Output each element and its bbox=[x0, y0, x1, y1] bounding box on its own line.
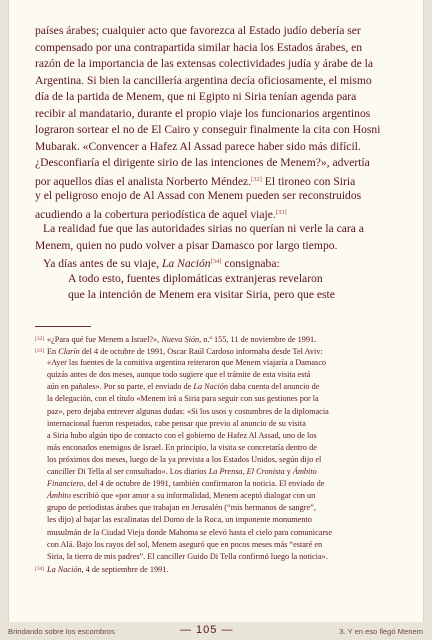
text-line bbox=[35, 205, 407, 222]
footnotes bbox=[35, 333, 407, 575]
publication-name: La Nación bbox=[47, 564, 82, 574]
publication-name: Clarín bbox=[58, 347, 80, 357]
note-line bbox=[35, 466, 407, 478]
footnote-34 bbox=[35, 563, 407, 575]
note-text: En bbox=[47, 347, 59, 357]
text-line: Argentina. Si bien la cancillería argentina decía oficiosamente, el mismo bbox=[35, 73, 372, 87]
text-line: países árabes; cualquier acto que favorezca al Estado judío debería ser bbox=[35, 24, 361, 37]
note-text: escribió que «por amor a su informalidad, Menem aceptó dialogar con un bbox=[70, 491, 316, 501]
publication-name: Ámbito bbox=[47, 491, 71, 501]
note-line: les dijo) al bajar las escalinatas del Domo de la Roca, un imponente monumento bbox=[47, 515, 312, 525]
footnote-ref-33[interactable]: [33] bbox=[275, 208, 287, 216]
note-line: grupo de periodistas árabes que trabajan en Jerusalén (“mis hermanos de sangre”, bbox=[47, 503, 316, 513]
text-fragment: El tironeo con Siria bbox=[261, 174, 356, 188]
note-line: «Ayer las fuentes de la comitiva argentina reiteraron que Menem viajaría a Damasco bbox=[47, 358, 327, 368]
text-line: Menem, quien no pudo volver a pisar Damasco por largo tiempo. bbox=[35, 238, 338, 252]
text-line: y el peligroso enojo de Al Assad con Menem pueden ser reconstruidos bbox=[35, 189, 362, 202]
main-text bbox=[35, 23, 407, 304]
footnote-marker: [34] bbox=[35, 565, 45, 572]
note-line: Siria, la tierra de mis padres”. El canciller Guido Di Tella confirmó luego la noticia». bbox=[47, 551, 328, 561]
quote-line: que la intención de Menem era visitar Siria, pero que este bbox=[68, 288, 335, 301]
publication-name: La Nación bbox=[161, 257, 211, 270]
note-line: paz», pero dejaba entrever algunas dudas: «Si los usos y costumbres de la diplomacia bbox=[47, 406, 329, 416]
footnote-ref-32[interactable]: [32] bbox=[251, 175, 262, 183]
text-line: Mubarak. «Convencer a Hafez Al Assad parece haber sido más difícil. bbox=[35, 139, 361, 153]
text-line: compensado por una contrapartida similar hacia los Estados árabes, en bbox=[35, 40, 363, 54]
text-fragment: Ya días antes de su viaje, bbox=[43, 257, 162, 270]
footnote-divider bbox=[35, 326, 91, 327]
text-fragment: consignaba: bbox=[221, 257, 280, 270]
footnote-33 bbox=[35, 345, 407, 357]
note-text: aún en pañales». Por su parte, el enviado de bbox=[47, 382, 194, 392]
book-page bbox=[9, 0, 423, 622]
note-text: canciller Di Tella al ser consultado». Los diarios bbox=[47, 467, 209, 477]
page-number: — 105 — bbox=[180, 624, 234, 636]
footnote-marker: [33] bbox=[35, 348, 45, 355]
quote-line: A todo esto, fuentes diplomáticas extranjeras revelaron bbox=[68, 271, 323, 285]
note-line: quizás antes de dos meses, aunque todo sugiere que el trámite de esta visita está bbox=[47, 370, 311, 380]
note-line: musulmán de la Ciudad Vieja donde Mahoma se elevó hasta el cielo para comunicarse bbox=[47, 527, 333, 537]
text-line: ¿Desconfiaría el dirigente sirio de las intenciones de Menem?», advertía bbox=[35, 156, 370, 169]
note-line: los próximos dos meses, luego de la ya prevista a los Estados Unidos, según dijo el bbox=[47, 454, 322, 464]
book-title: Brindando sobre los escombros bbox=[8, 627, 115, 636]
note-line: a Siria hubo algún tipo de contacto con el gobierno de Hafez Al Assad, uno de los bbox=[47, 430, 317, 440]
note-line bbox=[35, 478, 407, 490]
note-line: más enconados enemigos de Israel. En principio, la visita se concretaría dentro de bbox=[47, 442, 317, 452]
note-line bbox=[35, 381, 407, 393]
text-line: La realidad fue que las autoridades sirias no querían ni verle la cara a bbox=[43, 222, 364, 235]
note-text: «¿Para qué fue Menem a Israel?», bbox=[47, 335, 162, 344]
note-line: con Alá. Bajo los rayos del sol, Menem aseguró que en pocos meses más “estaré en bbox=[47, 539, 323, 549]
note-text: daba cuenta del anuncio de bbox=[228, 382, 320, 392]
text-line bbox=[35, 254, 407, 271]
page-footer bbox=[0, 622, 432, 640]
note-text: y bbox=[284, 467, 293, 477]
text-line: recibir al mandatario, durante el propio viaje los funcionarios argentinos bbox=[35, 106, 371, 120]
text-line: lograron sortear el no de El Cairo y conseguir finalmente la cita con Hosni bbox=[35, 123, 381, 136]
text-line: razón de la importancia de las extensas colectividades judía y árabe de la bbox=[35, 57, 374, 70]
footnote-32 bbox=[35, 333, 407, 345]
footnote-ref-34[interactable]: [34] bbox=[210, 258, 222, 265]
note-text: , del 4 de octubre de 1991, también confirmaron la noticia. El enviado de bbox=[83, 479, 325, 489]
publication-name: Financiero bbox=[47, 479, 84, 489]
publication-name: La Prensa, El Cronista bbox=[208, 467, 285, 477]
note-line bbox=[35, 490, 407, 502]
text-fragment: acudiendo a la cobertura periodística de aquel viaje. bbox=[35, 207, 276, 221]
note-line: internacional fueron respetados, cabe pensar que previo al anuncio de su visita bbox=[47, 418, 306, 428]
text-line bbox=[35, 172, 407, 189]
footnote-marker: [32] bbox=[35, 336, 45, 342]
text-line: día de la partida de Menem, que ni Egipto ni Siria tenían agenda para bbox=[35, 90, 357, 103]
text-fragment: por aquellos días el analista Norberto Méndez. bbox=[35, 174, 252, 188]
publication-name: Ámbito bbox=[292, 467, 317, 477]
note-line: la delegación, con el título «Menem irá a Siria para seguir con sus gestiones por la bbox=[47, 394, 319, 404]
publication-name: Nueva Sión bbox=[161, 335, 200, 344]
note-text: del 4 de octubre de 1991, Oscar Raúl Cardoso informaba desde Tel Aviv: bbox=[79, 347, 323, 357]
publication-name: La Nación bbox=[193, 382, 228, 392]
note-text: , n.º 155, 11 de noviembre de 1991. bbox=[199, 335, 317, 344]
chapter-title: 3. Y en eso llegó Menem bbox=[339, 627, 423, 636]
note-text: , 4 de septiembre de 1991. bbox=[81, 564, 169, 574]
